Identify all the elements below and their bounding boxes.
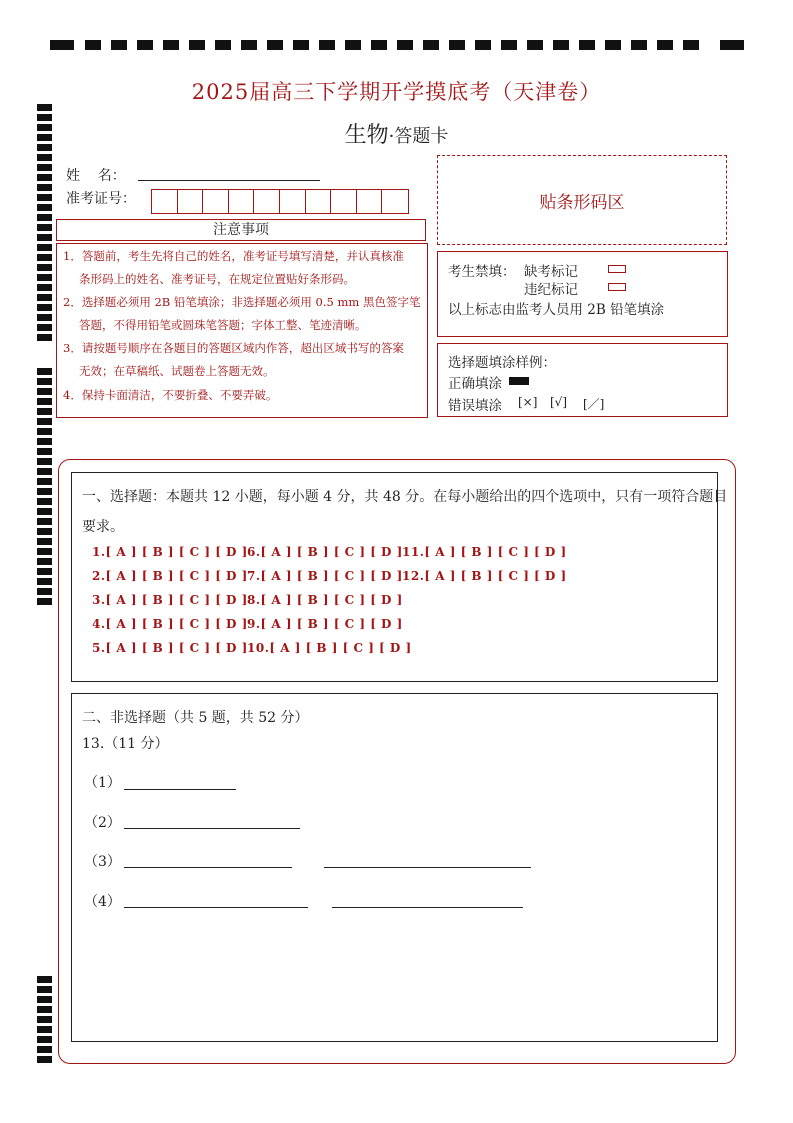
timing-mark: [37, 568, 52, 575]
timing-mark: [37, 284, 52, 291]
barcode-area: [437, 155, 727, 245]
timing-mark: [37, 438, 52, 445]
timing-mark: [241, 40, 257, 50]
timing-mark: [37, 458, 52, 465]
timing-mark: [215, 40, 231, 50]
choice-q9[interactable]: 9.[ A ] [ B ] [ C ] [ D ]: [247, 617, 403, 631]
wrong-fill-label: 错误填涂: [448, 398, 502, 414]
id-digit-box[interactable]: [254, 190, 280, 213]
section2-heading: 二、非选择题（共 5 题，共 52 分）: [82, 710, 309, 726]
timing-mark: [37, 1036, 52, 1043]
timing-mark: [37, 588, 52, 595]
timing-mark: [37, 498, 52, 505]
timing-mark: [293, 40, 309, 50]
timing-mark: [371, 40, 387, 50]
timing-mark: [37, 1056, 52, 1063]
timing-mark: [37, 558, 52, 565]
prohibited-note: 以上标志由监考人员用 2B 铅笔填涂: [448, 302, 665, 318]
timing-mark: [37, 244, 52, 251]
name-field[interactable]: [138, 180, 320, 181]
notice-line: 答题，不得用铅笔或圆珠笔答题；字体工整、笔迹清晰。: [79, 318, 367, 332]
timing-mark: [449, 40, 465, 50]
wrong-mark-slash: [／]: [583, 397, 605, 411]
correct-fill-label: 正确填涂: [448, 376, 502, 392]
timing-mark: [37, 1046, 52, 1053]
fill-example-heading: 选择题填涂样例：: [448, 355, 556, 371]
timing-mark: [37, 294, 52, 301]
timing-mark: [37, 1026, 52, 1033]
choice-q10[interactable]: 10.[ A ] [ B ] [ C ] [ D ]: [247, 641, 412, 655]
timing-mark: [37, 184, 52, 191]
timing-mark: [37, 388, 52, 395]
timing-mark: [37, 548, 52, 555]
choice-q2[interactable]: 2.[ A ] [ B ] [ C ] [ D ]: [92, 569, 248, 583]
id-digit-box[interactable]: [229, 190, 255, 213]
choice-q4[interactable]: 4.[ A ] [ B ] [ C ] [ D ]: [92, 617, 248, 631]
id-number-boxes[interactable]: [151, 189, 409, 214]
timing-mark: [37, 154, 52, 161]
timing-mark: [37, 448, 52, 455]
timing-mark: [137, 40, 153, 50]
id-digit-box[interactable]: [331, 190, 357, 213]
violation-mark-box[interactable]: [608, 283, 626, 291]
timing-mark: [111, 40, 127, 50]
wrong-mark-x: [×]: [518, 395, 538, 409]
id-label: 准考证号：: [66, 191, 136, 207]
timing-mark: [37, 314, 52, 321]
id-digit-box[interactable]: [357, 190, 383, 213]
notice-line: 4．保持卡面清洁，不要折叠、不要弄破。: [63, 388, 278, 402]
id-digit-box[interactable]: [306, 190, 332, 213]
barcode-label: 贴条形码区: [539, 192, 625, 213]
part-2-label: （2）: [84, 815, 121, 831]
timing-mark: [37, 468, 52, 475]
correct-fill-sample: [509, 377, 529, 385]
prohibited-box: [437, 251, 728, 337]
timing-mark: [37, 398, 52, 405]
non-choice-section: [71, 693, 718, 1042]
choice-q1[interactable]: 1.[ A ] [ B ] [ C ] [ D ]: [92, 545, 248, 559]
timing-mark: [163, 40, 179, 50]
timing-mark: [553, 40, 569, 50]
choice-section: [71, 472, 728, 682]
section1-instructions: 一、选择题：本题共 12 小题，每小题 4 分，共 48 分。在每小题给出的四个选项中，只有一项符合题目: [82, 489, 728, 505]
answer-line-4b[interactable]: [332, 907, 523, 908]
answer-line-1[interactable]: [124, 789, 236, 790]
prohibited-label: 考生禁填：: [448, 264, 516, 280]
timing-mark: [37, 488, 52, 495]
timing-mark: [267, 40, 283, 50]
timing-mark: [37, 324, 52, 331]
timing-mark: [37, 214, 52, 221]
choice-q12[interactable]: 12.[ A ] [ B ] [ C ] [ D ]: [402, 569, 567, 583]
timing-mark: [37, 598, 52, 605]
timing-mark: [605, 40, 621, 50]
answer-line-3a[interactable]: [124, 867, 292, 868]
notice-line: 3．请按题号顺序在各题目的答题区域内作答，超出区域书写的答案: [63, 341, 404, 355]
timing-mark: [37, 1016, 52, 1023]
notice-heading: 注意事项: [56, 219, 426, 241]
timing-mark: [527, 40, 543, 50]
wrong-mark-check: [√]: [550, 395, 568, 409]
notice-box: [56, 243, 428, 418]
timing-mark: [37, 334, 52, 341]
part-3-label: （3）: [84, 854, 121, 870]
timing-mark: [37, 986, 52, 993]
question-13-label: 13.（11 分）: [82, 736, 169, 752]
timing-mark: [37, 408, 52, 415]
timing-mark: [37, 538, 52, 545]
timing-mark: [37, 418, 52, 425]
timing-mark: [37, 204, 52, 211]
notice-line: 2．选择题必须用 2B 铅笔填涂；非选择题必须用 0.5 mm 黑色签字笔: [63, 295, 421, 309]
timing-mark: [37, 996, 52, 1003]
timing-mark: [37, 578, 52, 585]
timing-mark: [189, 40, 205, 50]
timing-mark: [37, 428, 52, 435]
timing-mark: [345, 40, 361, 50]
timing-mark: [50, 40, 74, 50]
notice-line: 无效；在草稿纸、试题卷上答题无效。: [79, 364, 275, 378]
timing-mark: [37, 194, 52, 201]
timing-mark: [720, 40, 744, 50]
name-label: 姓 名：: [66, 168, 126, 184]
timing-mark: [37, 274, 52, 281]
timing-mark: [37, 164, 52, 171]
section1-instructions-cont: 要求。: [82, 519, 124, 535]
timing-mark: [37, 976, 52, 983]
timing-mark: [37, 264, 52, 271]
timing-mark: [37, 478, 52, 485]
exam-title: 2025届高三下学期开学摸底考（天津卷）: [191, 80, 602, 104]
timing-mark: [37, 378, 52, 385]
timing-mark: [85, 40, 101, 50]
timing-mark: [37, 174, 52, 181]
part-4-label: （4）: [84, 894, 121, 910]
id-digit-box[interactable]: [382, 190, 408, 213]
answer-line-2[interactable]: [124, 828, 300, 829]
notice-line: 1．答题前，考生先将自己的姓名，准考证号填写清楚，并认真核准: [63, 249, 404, 263]
timing-mark: [37, 1006, 52, 1013]
choice-q6[interactable]: 6.[ A ] [ B ] [ C ] [ D ]: [247, 545, 403, 559]
choice-q5[interactable]: 5.[ A ] [ B ] [ C ] [ D ]: [92, 641, 248, 655]
absent-mark-box[interactable]: [608, 265, 626, 273]
timing-mark: [657, 40, 673, 50]
fill-example-box: [437, 343, 728, 417]
timing-mark: [423, 40, 439, 50]
timing-mark: [475, 40, 491, 50]
absent-mark-label: 缺考标记: [524, 264, 578, 280]
timing-mark: [319, 40, 335, 50]
timing-mark: [683, 40, 699, 50]
timing-mark: [501, 40, 517, 50]
answer-line-4a[interactable]: [124, 907, 308, 908]
choice-q8[interactable]: 8.[ A ] [ B ] [ C ] [ D ]: [247, 593, 403, 607]
id-digit-box[interactable]: [203, 190, 229, 213]
choice-q11[interactable]: 11.[ A ] [ B ] [ C ] [ D ]: [402, 545, 567, 559]
card-subtitle: [0, 118, 793, 149]
timing-mark: [631, 40, 647, 50]
part-1-label: （1）: [84, 775, 121, 791]
id-digit-box[interactable]: [178, 190, 204, 213]
violation-mark-label: 违纪标记: [524, 282, 578, 298]
card-label: ·答题卡: [388, 126, 449, 147]
timing-mark: [37, 304, 52, 311]
timing-mark: [37, 368, 52, 375]
timing-mark: [397, 40, 413, 50]
timing-mark: [37, 528, 52, 535]
timing-mark: [37, 234, 52, 241]
id-digit-box[interactable]: [152, 190, 178, 213]
notice-line: 条形码上的姓名、准考证号，在规定位置贴好条形码。: [79, 272, 355, 286]
timing-mark: [37, 254, 52, 261]
timing-mark: [37, 224, 52, 231]
timing-mark: [37, 518, 52, 525]
choice-q3[interactable]: 3.[ A ] [ B ] [ C ] [ D ]: [92, 593, 248, 607]
id-digit-box[interactable]: [280, 190, 306, 213]
subject-name: 生物: [344, 123, 389, 148]
timing-mark: [579, 40, 595, 50]
choice-q7[interactable]: 7.[ A ] [ B ] [ C ] [ D ]: [247, 569, 403, 583]
answer-line-3b[interactable]: [324, 867, 531, 868]
timing-mark: [37, 508, 52, 515]
